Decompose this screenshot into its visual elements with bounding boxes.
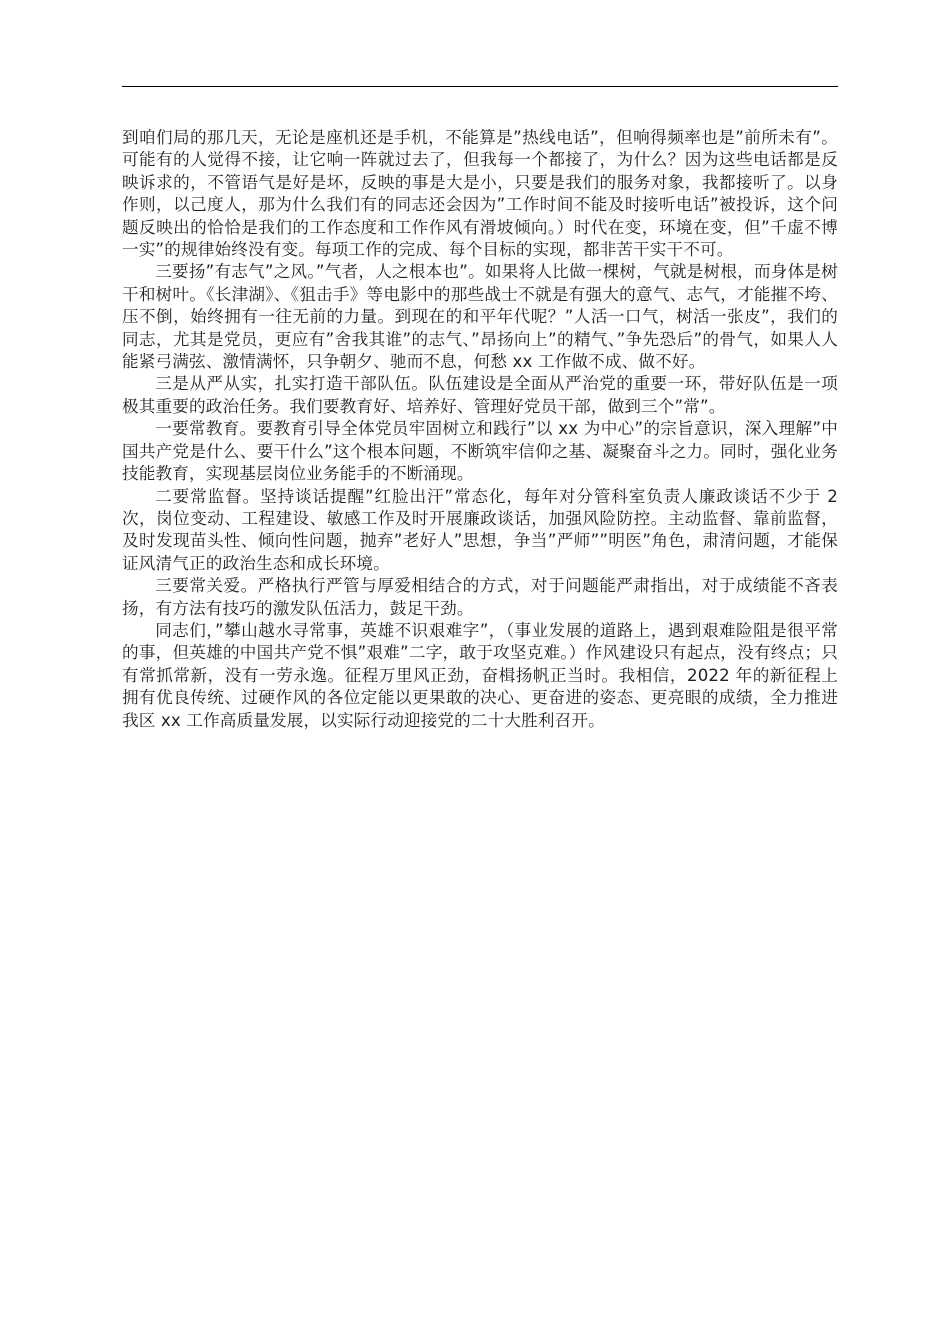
paragraph-education: 一要常教育。要教育引导全体党员牢固树立和践行”以 xx 为中心”的宗旨意识，深入理解”中国共产党是什么、要干什么”这个根本问题，不断筑牢信仰之基、凝聚奋斗之力。同时，强化业务技能教育，实现基层岗位业务能手的不断涌现。 [122, 419, 838, 484]
paragraph-closing: 同志们，”攀山越水寻常事，英雄不识艰难字”，（事业发展的道路上，遇到艰难险阻是很平常的事，但英雄的中国共产党不惧”艰难”二字，敢于攻坚克难。）作风建设只有起点，没有终点；只有常抓常新，没有一劳永逸。征程万里风正劲，奋楫扬帆正当时。我相信，2022 年的新征程上拥有优良传统、过硬作风的各位定能以更果敢的决心、更奋进的姿态、更亮眼的成绩，全力推进我区 xx 工作高质量发展，以实际行动迎接党的二十大胜利召开。 [122, 620, 838, 730]
paragraph-care: 三要常关爱。严格执行严管与厚爱相结合的方式，对于问题能严肃指出，对于成绩能不吝表扬，有方法有技巧的激发队伍活力，鼓足干劲。 [122, 576, 838, 618]
paragraph-team-building: 三是从严从实，扎实打造干部队伍。队伍建设是全面从严治党的重要一环，带好队伍是一项极其重要的政治任务。我们要教育好、培养好、管理好党员干部，做到三个”常”。 [122, 374, 838, 416]
paragraph-continuation: 到咱们局的那几天，无论是座机还是手机，不能算是”热线电话”，但响得频率也是”前所未有”。可能有的人觉得不接，让它响一阵就过去了，但我每一个都接了，为什么？因为这些电话都是反映诉求的，不管语气是好是坏，反映的事是大是小，只要是我们的服务对象，我都接听了。以身作则，以己度人，那为什么我们有的同志还会因为”工作时间不能及时接听电话”被投诉，这个问题反映出的恰恰是我们的工作态度和工作作风有滑坡倾向。）时代在变，环境在变，但”千虚不博一实”的规律始终没有变。每项工作的完成、每个目标的实现，都非苦干实干不可。 [122, 128, 838, 260]
header-rule [122, 86, 838, 87]
paragraph-ambition: 三要扬”有志气”之风。”气者，人之根本也”。如果将人比做一棵树，气就是树根，而身体是树干和树叶。《长津湖》、《狙击手》等电影中的那些战士不就是有强大的意气、志气，才能摧不垮、压不倒，始终拥有一往无前的力量。到现在的和平年代呢？”人活一口气，树活一张皮”，我们的同志，尤其是党员，更应有”舍我其谁”的志气、”昂扬向上”的精气、”争先恐后”的骨气，如果人人能紧弓满弦、激情满怀，只争朝夕、驰而不息，何愁 xx 工作做不成、做不好。 [122, 262, 838, 372]
document-body [122, 127, 838, 732]
paragraph-supervision: 二要常监督。坚持谈话提醒”红脸出汗”常态化，每年对分管科室负责人廉政谈话不少于 2 次，岗位变动、工程建设、敏感工作及时开展廉政谈话，加强风险防控。主动监督、靠前监督，及时发现苗头性、倾向性问题，抛弃”老好人”思想，争当”严师””明医”角色，肃清问题，才能保证风清气正的政治生态和成长环境。 [122, 486, 838, 573]
